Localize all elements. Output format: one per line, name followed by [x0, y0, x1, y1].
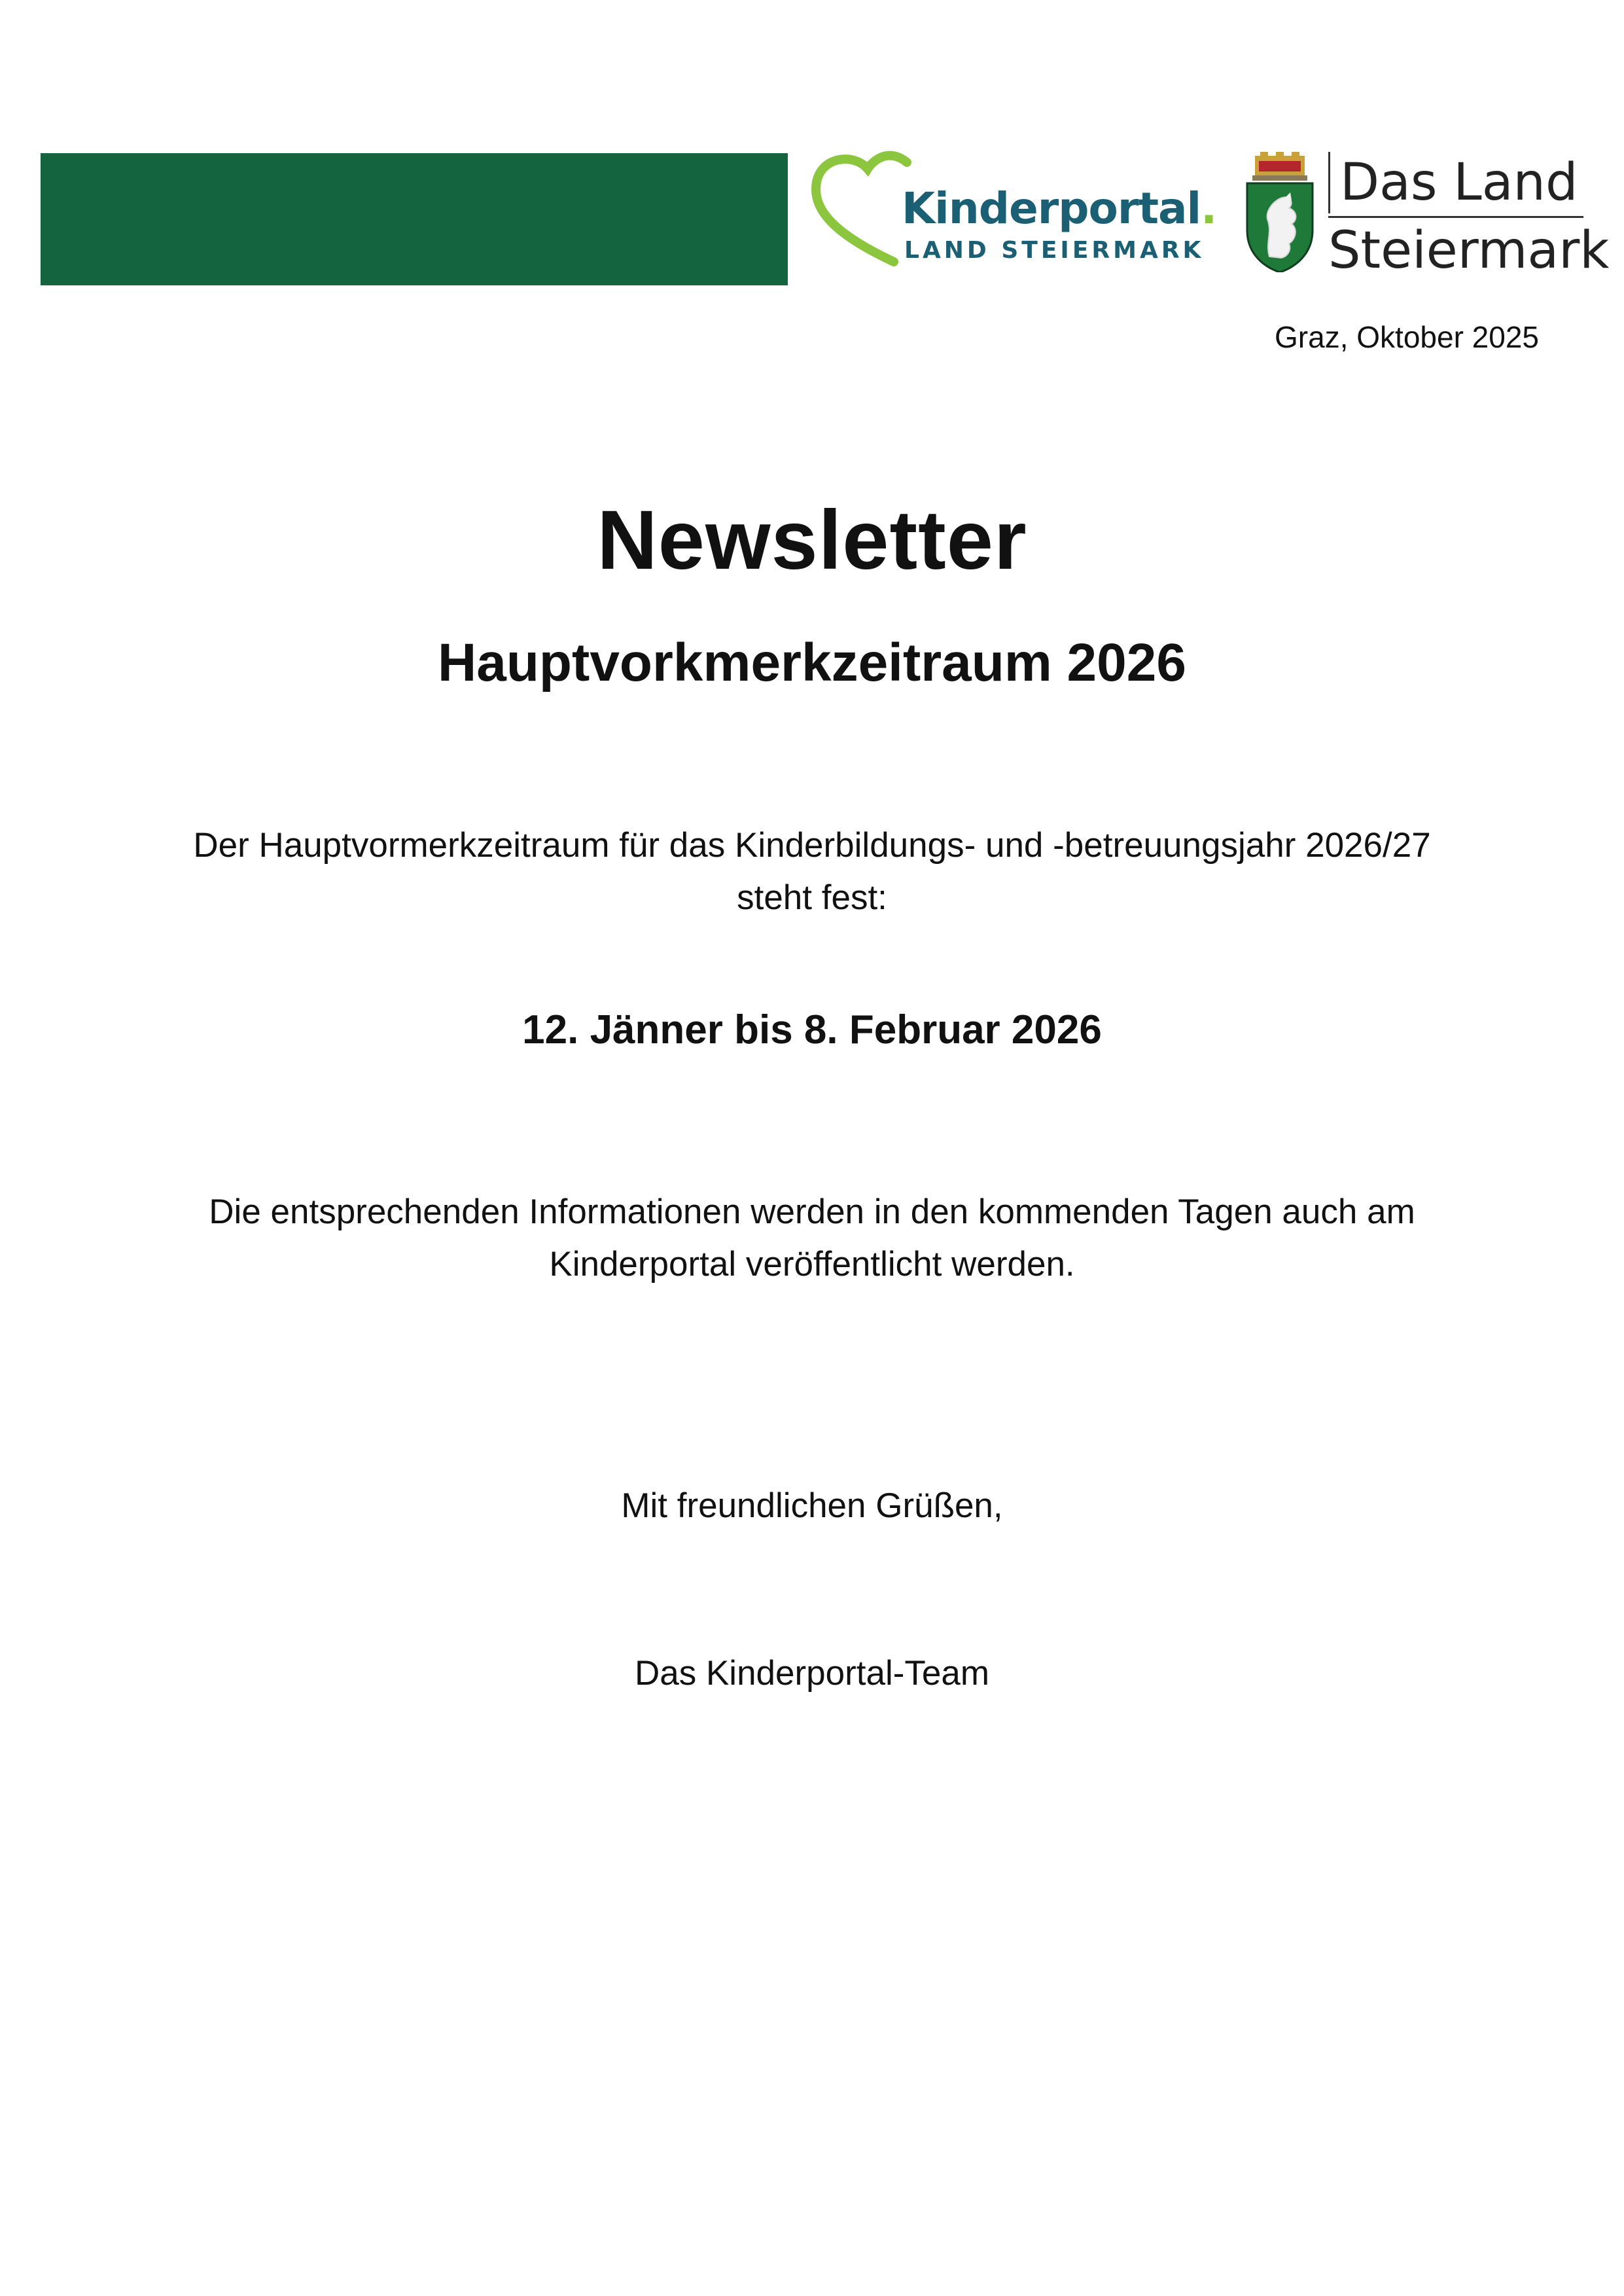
intro-paragraph [0, 819, 1624, 924]
kinderportal-name: Kinderportal [902, 183, 1201, 234]
page-title: Newsletter [597, 493, 1027, 587]
info-line-1: Die entsprechenden Informationen werden in den kommenden Tagen auch am [209, 1193, 1415, 1231]
page-subtitle: Hauptvorkmerkzeitraum 2026 [438, 633, 1186, 692]
land-logo-line2: Steiermark [1328, 221, 1610, 280]
signature: Das Kinderportal-Team [634, 1654, 989, 1693]
kinderportal-subtitle: LAND STEIERMARK [904, 237, 1205, 264]
land-logo-vertical-rule [1328, 152, 1330, 213]
kinderportal-wordmark [902, 183, 1216, 234]
steiermark-crest-icon [1243, 152, 1316, 272]
land-steiermark-logo [1324, 152, 1610, 280]
closing-greeting: Mit freundlichen Grüßen, [621, 1486, 1003, 1525]
document-date: Graz, Oktober 2025 [1275, 320, 1539, 354]
info-paragraph [0, 1186, 1624, 1291]
info-line-2: Kinderportal veröffentlicht werden. [549, 1245, 1075, 1283]
kinderportal-dot: . [1201, 183, 1217, 234]
kinderportal-heart-icon [809, 149, 913, 274]
land-logo-horizontal-rule [1328, 216, 1583, 218]
registration-period: 12. Jänner bis 8. Februar 2026 [522, 1007, 1102, 1052]
header-green-bar [41, 153, 788, 285]
intro-line-2: steht fest: [737, 878, 887, 917]
intro-line-1: Der Hauptvormerkzeitraum für das Kinderbildungs- und -betreuungsjahr 2026/27 [193, 826, 1431, 865]
kinderportal-logo [809, 149, 1217, 274]
land-logo-line1: Das Land [1340, 153, 1578, 212]
